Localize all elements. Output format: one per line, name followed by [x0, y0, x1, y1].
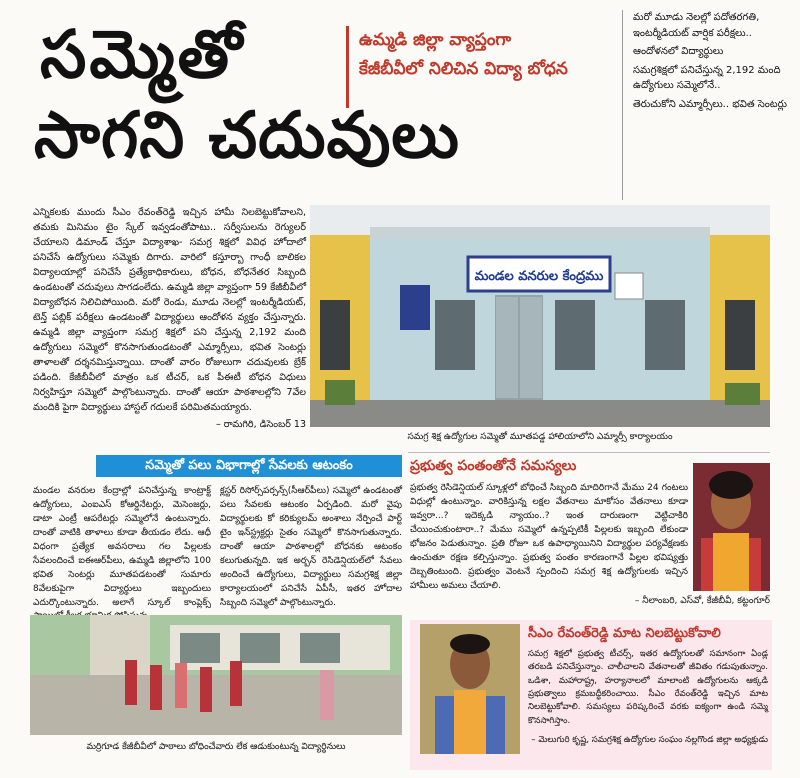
sidebar-item: తెరుచుకోని ఎమ్మార్సీలు.. భవిత సెంటర్లు	[633, 98, 787, 110]
quote-credit: – మెలుగురి కృష్ణ, సమగ్రశిక్ష ఉద్యోగుల సంఘం నల్లగొండ జిల్లా అధ్యక్షుడు	[531, 735, 768, 745]
subheadline	[346, 26, 631, 108]
bottom-photo-caption: మర్రిగూడ కేజీబీవీలో పాఠాలు బోధించేవారు లేక ఆడుకుంటున్న విద్యార్థినులు	[86, 742, 346, 752]
article-column-left: మండల వనరుల కేంద్రాల్లో పనిచేస్తున్న కాంట్రాక్ట్‌ ఉద్యోగులు, ఎంఐఎస్‌ కోఆర్డినేటర్లు, మెసెంజర్లు, డాటా ఎంట్రీ ఆపరేటర్లు సమ్మెలోనే ఉంటున్నారు. దాంతో వాటికి తాళాలు కూడా తీయడం లేదు. ఆధీ విధంగా ప్రత్యేక అవసరాలు గల పిల్లలకు సేవలందించే ఐఈఆర్‌పీలు, ఉమ్మడి జిల్లాలోని 100 భవిత సెంటర్లు మూతపడటంతో సుమారు 8వేలకుపైగా విద్యార్థులు ఇబ్బందులు ఎదుర్కొంటున్నారు. అలాగే స్కూల్‌ కాంప్లెక్స్‌	[33, 486, 211, 608]
article-column-mid: క్లస్టర్‌ రిసోర్స్‌పర్సన్స్‌(సీఆర్‌పీలు) సమ్మెలో ఉండటంతో పలు సేవలకు ఆటంకం ఏర్పడింది. మరో వైపు విద్యార్థులకు కో కరిక్యులమ్‌ అంశాలు నేర్పించే పార్ట్‌ టైం ఇన్‌స్ట్రక్టర్లు సైతం సమ్మెలో కొనసాగుతున్నారు. దాంతో ఆయా పాఠశాలల్లో బోధనకు ఆటంకం కలుగుతున్నది. ఇక అర్బన్‌ రెసిడెన్షియల్‌లో సేవలు అందించే ఉద్యోగులు, విద్యార్థులు సమగ్రశిక్ష జిల్లా కార్యాలయంలో పనిచేసే ఏపీసీ, ఇతర హోదాల సిబ్బంది సమ్మెలో పాల్గొంటున్నారు.	[220, 486, 402, 608]
right-story-heading: ప్రభుత్వ పంతంతోనే సమస్యలు	[410, 458, 577, 474]
quote-body: సమగ్ర శిక్షలో ప్రభుత్వ టీచర్స్‌, ఇతర ఉద్యోగులతో సమానంగా ఏండ్ల తరబడి పనిచేస్తున్నాం. చాలీచాలని వేతనాలతో జీవితం గడుపుతున్నాం. ఒడిశా, మహారాష్ట్ర, హర్యానాలలో మాలాంటి ఉద్యోగులను ఆక్కడి ప్రభుత్వాలు క్రమబద్ధీకరించాయి. సీఎం రేవంత్‌రెడ్డి ఇచ్చిన మాట నిలబెట్టుకోవాలి. సమస్యలు పరిష్కరించే వరకు ఐక్యంగా ఉండి సమ్మె కొనసాగిస్తాం.	[528, 649, 768, 726]
sidebar-highlights	[633, 10, 793, 115]
right-story-rule	[408, 452, 770, 453]
intro-text: ఎన్నికలకు ముందు సీఎం రేవంత్‌రెడ్డి ఇచ్చిన హామీ నిలబెట్టుకోవాలని, తమకు మినిమం టైం స్కేల్‌ ఇవ్వడంతోపాటు.. సర్వీసులను రెగ్యులర్‌ చేయాలని డిమాండ్‌ చేస్తూ విద్యాశాఖ- సమగ్ర శిక్షలో వివిధ హోదాలో పనిచేసే ఉద్యోగులు సమ్మెకు దిగారు. వారిలో కస్తూర్బా గాంధీ బాలికల విద్యాలయాల్లో పనిచేసే ప్రత్యేకాధికారులు, బోధన, బోధనేతర సిబ్బంది ఉండటంతో చదువులు సాగడంలేదు. ఉమ్మడి జిల్లా వ్యాప్తంగా 59 కేజీబీవీలో విద్యాబోధన నిలిచిపోయింది. మరో రెండు, మూడు నెలల్లో ఇంటర్మీడియట్‌, టెన్త్‌ పబ్లిక్‌ పరీక్షలు ఉండటంతో విద్యార్థులు ఆందోళన వ్యక్తం చేస్తున్నారు. ఉమ్మడి జిల్లా వ్యాప్తంగా సమగ్ర శిక్షలో పని చేస్తున్న 2,192 మంది ఉద్యోగులు సమ్మెలో కొనసాగుతుండటంతో ఎమ్మార్సీలు, భవిత సెంటర్లు తాళాలతో దర్శనమిస్తున్నాయి. దాంతో వారం రోజులుగా చదువులకు బ్రేక్‌ పడింది. కేజీబీవీలో మాత్రం ఒక టీచర్‌, ఒక పీఈటీ బోధన విధులు నిర్వహిస్తూ సమ్మెలో పాల్గొంటున్నారు. దాంతో ఆయా పాఠశాలల్లోని 7వేల మందికి పైగా విద్యార్థులు హాస్టల్‌ గదులకే పరిమితమయ్యారు.	[33, 207, 306, 413]
bottom-photo	[30, 615, 402, 735]
sidebar-divider	[622, 10, 623, 200]
intro-credit: – రామగిరి, డిసెంబర్‌ 13	[215, 419, 306, 430]
office-sign: మండల వనరుల కేంద్రము	[474, 269, 604, 284]
quote-heading: సీఎం రేవంత్‌రెడ్డి మాట నిలబెట్టుకోవాలి	[528, 626, 721, 641]
intro-article	[33, 205, 306, 432]
sidebar-item: మరో మూడు నెలల్లో పదోతరగతి, ఇంటర్మీడియట్ వార్షిక పరీక్షలు..	[633, 12, 760, 39]
main-photo-caption: సమగ్ర శిక్ష ఉద్యోగుల సమ్మెతో మూతపడ్డ హాలియాలోని ఎమ్మార్సీ కార్యాలయం	[407, 432, 673, 442]
portrait-man	[420, 624, 520, 754]
subheadline-line1: ఉమ్మడి జిల్లా వ్యాప్తంగా	[359, 30, 512, 50]
sidebar-item: ఆందోళనలో విద్యార్థులు	[633, 46, 724, 57]
headline-line1: సమ్మెతో	[40, 16, 246, 93]
sidebar-item: సమగ్రశిక్షలో పనిచేస్తున్న 2,192 మంది ఉద్యోగులు సమ్మెలోనే..	[633, 64, 781, 91]
right-story-body: ప్రభుత్వ రెసిడెన్షియల్‌ స్కూళ్లలో బోధించే సిబ్బంది మాదిరిగానే మేము 24 గంటలు విధుల్లో ఉంటున్నాం. వారికిస్తున్న లక్షల వేతనాలు మాకోసం వేతనాలు కూడా ఇవ్వరా...? ఇదెక్కడి న్యాయం..? ఇంత దారుణంగా వెట్టిచాకిరి చేయించుకుంటారా..? మేము సమ్మెలో ఉన్నప్పటికీ పిల్లలకు ఇబ్బంది లేకుండా భోజనం పెడుతున్నాం. ప్రతి రోజూ ఒక ఉపాధ్యాయినిని విద్యార్థుల పర్యవేక్షణకు ఉంచుతూ రక్షణ కల్పిస్తున్నాం. ప్రభుత్వ పంతం కారణంగానే పిల్లల భవిష్యత్తు దెబ్బతింటుంది. ప్రభుత్వం వెంటనే స్పందించి సమగ్ర శిక్ష ఉద్యోగులకు ఇచ్చిన హామీలు అమలు చేయాలి.	[410, 483, 688, 591]
main-photo	[310, 205, 770, 427]
subheadline-line2: కేజీబీవీలో నిలిచిన విద్యా బోధన	[359, 58, 568, 79]
portrait-woman	[693, 463, 770, 591]
section-banner: సమ్మెతో పలు విభాగాల్లో సేవలకు ఆటంకం	[96, 455, 402, 477]
headline-line2: సాగని చదువులు	[34, 99, 460, 173]
right-story-credit: – నీలాంబరి, ఎస్‌వో, కేజీబీవీ, కట్టంగూర్‌	[634, 596, 770, 606]
